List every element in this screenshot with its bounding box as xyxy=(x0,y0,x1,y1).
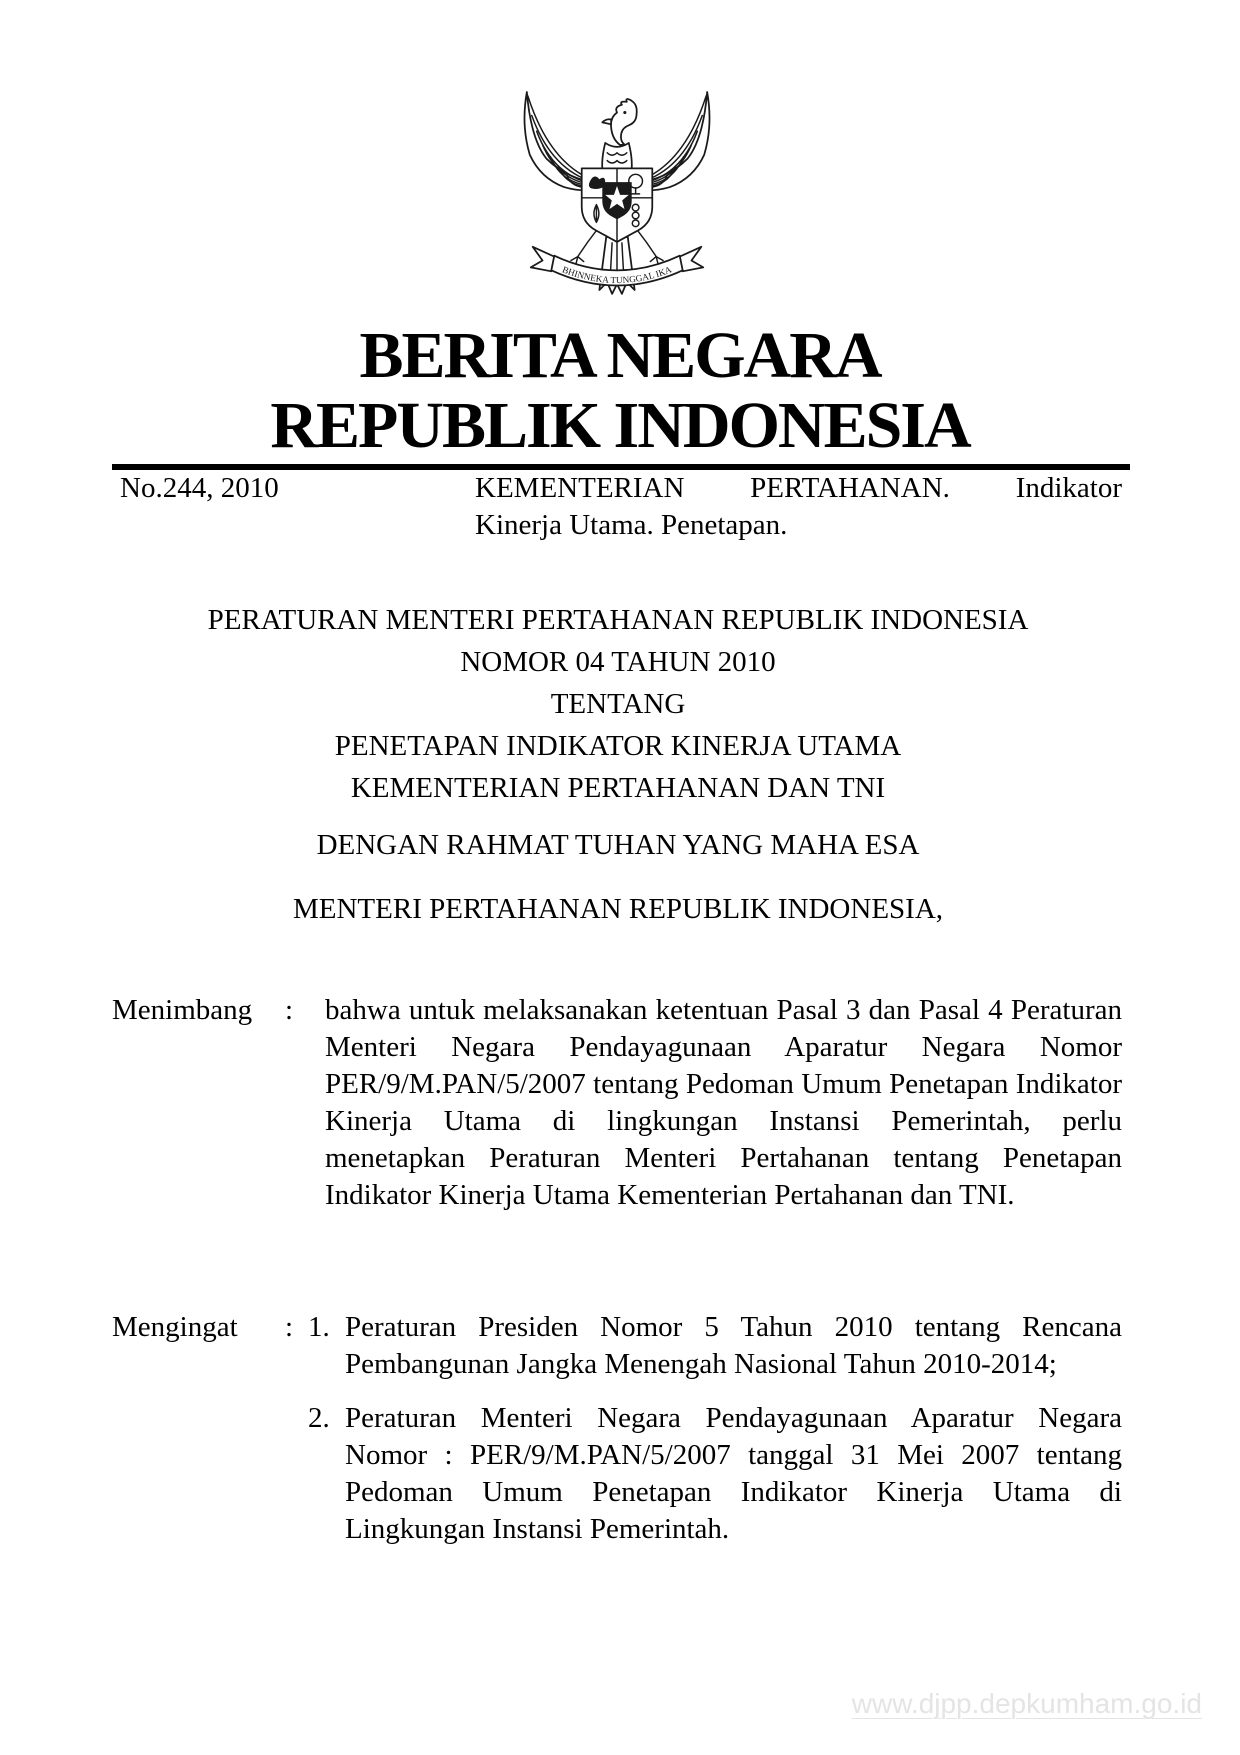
regulation-subject-line1: PENETAPAN INDIKATOR KINERJA UTAMA xyxy=(334,730,902,762)
gazette-subject-line2: Kinerja Utama. Penetapan. xyxy=(475,509,788,541)
remembering-label: Mengingat xyxy=(112,1311,238,1343)
regulation-title-block xyxy=(112,599,1124,809)
gazette-header-row xyxy=(112,470,1124,544)
item-number: 1. xyxy=(308,1311,330,1343)
watermark-url: www.djpp.depkumham.go.id xyxy=(851,1688,1202,1719)
considering-clause xyxy=(112,992,1122,1214)
gazette-number: No.244, 2010 xyxy=(120,472,279,504)
masthead-title-line1: BERITA NEGARA xyxy=(359,319,881,392)
authority-line: MENTERI PERTAHANAN REPUBLIK INDONESIA, xyxy=(292,893,944,925)
regulation-number-line: NOMOR 04 TAHUN 2010 xyxy=(460,646,776,678)
garuda-pancasila-icon xyxy=(519,76,715,302)
regulation-subject-line2: KEMENTERIAN PERTAHANAN DAN TNI xyxy=(350,772,886,804)
masthead-title-line2: REPUBLIK INDONESIA xyxy=(270,389,970,462)
regulation-title-line: PERATURAN MENTERI PERTAHANAN REPUBLIK INDONESIA xyxy=(207,604,1029,636)
legal-basis-item-2 xyxy=(308,1400,1122,1548)
gazette-subject xyxy=(475,470,1122,544)
remembering-clause xyxy=(112,1309,1122,1548)
item-number: 2. xyxy=(308,1402,330,1434)
invocation-line: DENGAN RAHMAT TUHAN YANG MAHA ESA xyxy=(316,829,920,861)
remembering-colon: : xyxy=(285,1311,294,1343)
masthead-title xyxy=(0,321,1240,461)
legal-basis-item-1 xyxy=(308,1309,1122,1383)
item-text: Peraturan Presiden Nomor 5 Tahun 2010 tentang Rencana Pembangunan Jangka Menengah Nasional Tahun 2010-2014; xyxy=(345,1311,1122,1380)
emblem-motto-text: BHINNEKA TUNGGAL IKA xyxy=(560,265,674,287)
regulation-about-line: TENTANG xyxy=(550,688,686,720)
considering-label: Menimbang xyxy=(112,994,253,1026)
gazette-subject-line1: KEMENTERIAN PERTAHANAN. Indikator xyxy=(475,472,1122,504)
considering-colon: : xyxy=(285,994,294,1026)
item-text: Peraturan Menteri Negara Pendayagunaan Aparatur Negara Nomor : PER/9/M.PAN/5/2007 tanggal 31 Mei 2007 tentang Pedoman Umum Penetapan Indikator Kinerja Utama di Lingkungan Instansi Pemerintah. xyxy=(345,1402,1122,1545)
legal-basis-list xyxy=(308,1309,1122,1548)
considering-body: bahwa untuk melaksanakan ketentuan Pasal 3 dan Pasal 4 Peraturan Menteri Negara Pendayagunaan Aparatur Negara Nomor PER/9/M.PAN/5/2007 tentang Pedoman Umum Penetapan Indikator Kinerja Utama di lingkungan Instansi Pemerintah, perlu menetapkan Peraturan Menteri Pertahanan tentang Penetapan Indikator Kinerja Utama Kementerian Pertahanan dan TNI. xyxy=(325,994,1122,1211)
garuda-pancasila-emblem xyxy=(519,76,715,302)
